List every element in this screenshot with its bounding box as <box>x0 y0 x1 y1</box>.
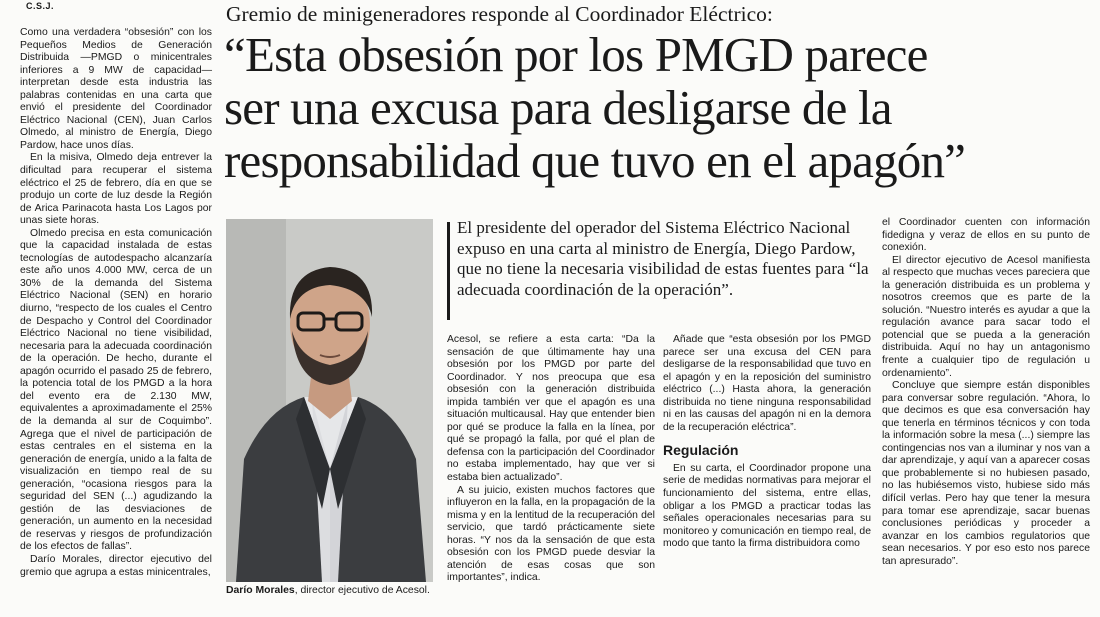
headline-line: responsabilidad que tuvo en el apagón” <box>224 133 966 188</box>
subheading: Regulación <box>663 442 739 459</box>
column-1 <box>20 27 212 579</box>
kicker: Gremio de minigeneradores responde al Coordinador Eléctrico: <box>226 2 773 26</box>
column-3 <box>663 334 871 551</box>
headline-line: “Esta obsesión por los PMGD parece <box>224 27 928 82</box>
paragraph: Concluye que siempre están disponibles para conversar sobre regulación. “Ahora, lo que decimos es que esa conversación hay que tenerla en términos técnicos y con toda la información sobre la mesa (...) siempre las contingencias nos van a iluminar y nos van a dar aprendizaje, y aquí van a aparecer cosas que probablemente si no hubiesen pasado, no las hubiésemos visto, hubiese sido más difícil verlas. Pero hay que tener la mesura para tomar ese aprendizaje, sacar buenas conclusiones periódicas y proceder a avanzar en los cambios regulatorios que sean necesarios. Y por eso esto nos parece tan apresurado”. <box>882 380 1090 567</box>
paragraph: En su carta, el Coordinador propone una serie de medidas normativas para mejorar el funcionamiento del sistema, entre ellas, obligar a los PMGD a practicar todas las señales operacionales necesarias para su monitoreo y comunicación en tiempo real, de modo que tanto la firma distribuidora como <box>663 462 871 550</box>
headline <box>224 28 1100 187</box>
photo-caption <box>226 585 438 596</box>
paragraph: En la misiva, Olmedo deja entrever la dificultad para recuperar el sistema eléctrico el 25 de febrero, día en que se produjo un corte de luz desde la Región de Arica Parinacota hasta Los Lagos por unas siete horas. <box>20 152 212 227</box>
paragraph: Como una verdadera “obsesión” con los Pequeños Medios de Generación Distribuida —PMGD o minicentrales inferiores a 9 MW de capacidad— interpretan desde esta industria las palabras contenidas en una carta que envió el presidente del Coordinador Eléctrico Nacional (CEN), Juan Carlos Olmedo, al ministro de Energía, Diego Pardow, hace unos días. <box>20 27 212 151</box>
portrait-photo <box>226 219 433 582</box>
lede: El presidente del operador del Sistema Eléctrico Nacional expuso en una carta al ministro de Energía, Diego Pardow, que no tiene la necesaria visibilidad de estas fuentes para “la adecuada coordinación de la operación”. <box>457 218 869 299</box>
column-4 <box>882 217 1090 568</box>
headline-line: ser una excusa para desligarse de la <box>224 80 892 135</box>
column-2 <box>447 334 655 585</box>
caption-text: , director ejecutivo de Acesol. <box>294 585 430 596</box>
byline: C.S.J. <box>26 1 55 11</box>
paragraph: Darío Morales, director ejecutivo del gremio que agrupa a estas minicentrales, <box>20 553 212 578</box>
lede-bar <box>447 222 450 320</box>
portrait-illustration <box>226 219 433 582</box>
paragraph: el Coordinador cuenten con información fidedigna y veraz de ellos en su punto de conexión. <box>882 217 1090 254</box>
paragraph: Añade que “esta obsesión por los PMGD parece ser una excusa del CEN para desligarse de la responsabilidad que tuvo en el apagón y en la reposición del suministro eléctrico (...) Hasta ahora, la generación distribuida no tiene ninguna responsabilidad ni en las causas del apagón ni en la demora de la recuperación eléctrica”. <box>663 334 871 433</box>
caption-name: Darío Morales <box>226 585 295 596</box>
paragraph: Olmedo precisa en esta comunicación que la capacidad instalada de estas tecnologías de autodespacho alcanzaría este año unos 4.000 MW, cerca de un 30% de la demanda del Sistema Eléctrico Nacional (SEN) en horario diurno, “respecto de los cuales el Centro de Despacho y Control del Coordinador Eléctrico Nacional no tiene visibilidad, necesaria para la adecuada coordinación de la operación. De hecho, durante el apagón ocurrido el pasado 25 de febrero, la potencia total de los PMGD a la hora del evento era de 2.130 MW, equivalentes a aproximadamente el 25% de la demanda al sur de Coquimbo”. Agrega que el nivel de participación de estas centrales en el sistema en la generación de energía, unido a la falta de visualización en tiempo real de su generación, “ocasiona riesgos para la seguridad del SEN (...) agudizando la gestión de las desviaciones de generación, un aumento en la necesidad de reservas y riesgos de profundización de los efectos de fallas”. <box>20 227 212 553</box>
paragraph: A su juicio, existen muchos factores que influyeron en la falla, en la propagación de la misma y en la lentitud de la recuperación del servicio, que tardó prácticamente siete horas. “Y nos da la sensación de que esta obsesión con los PMGD puede desviar la atención de esas cosas que son importantes”, indica. <box>447 484 655 584</box>
paragraph: El director ejecutivo de Acesol manifiesta al respecto que muchas veces pareciera que la generación distribuida es un problema y nosotros creemos que es parte de la solución. “Nuestro interés es ayudar a que la regulación avance para sacar todo el potencial que se pueda a la generación distribuida. Aquí no hay un antagonismo frente a cualquier tipo de regulación u ordenamiento”. <box>882 254 1090 379</box>
paragraph: Acesol, se refiere a esta carta: “Da la sensación de que últimamente hay una obsesión por los PMGD por parte del Coordinador. Y nos preocupa que esa obsesión con la generación distribuida impida también ver que el apagón es una situación multicausal. Hay que entender bien por qué se produce la falla en la línea, por qué se propagó la falla, por qué el plan de defensa con la participación del Coordinador no estaba implementado, hay que ver si estaba bien actualizado”. <box>447 334 655 484</box>
